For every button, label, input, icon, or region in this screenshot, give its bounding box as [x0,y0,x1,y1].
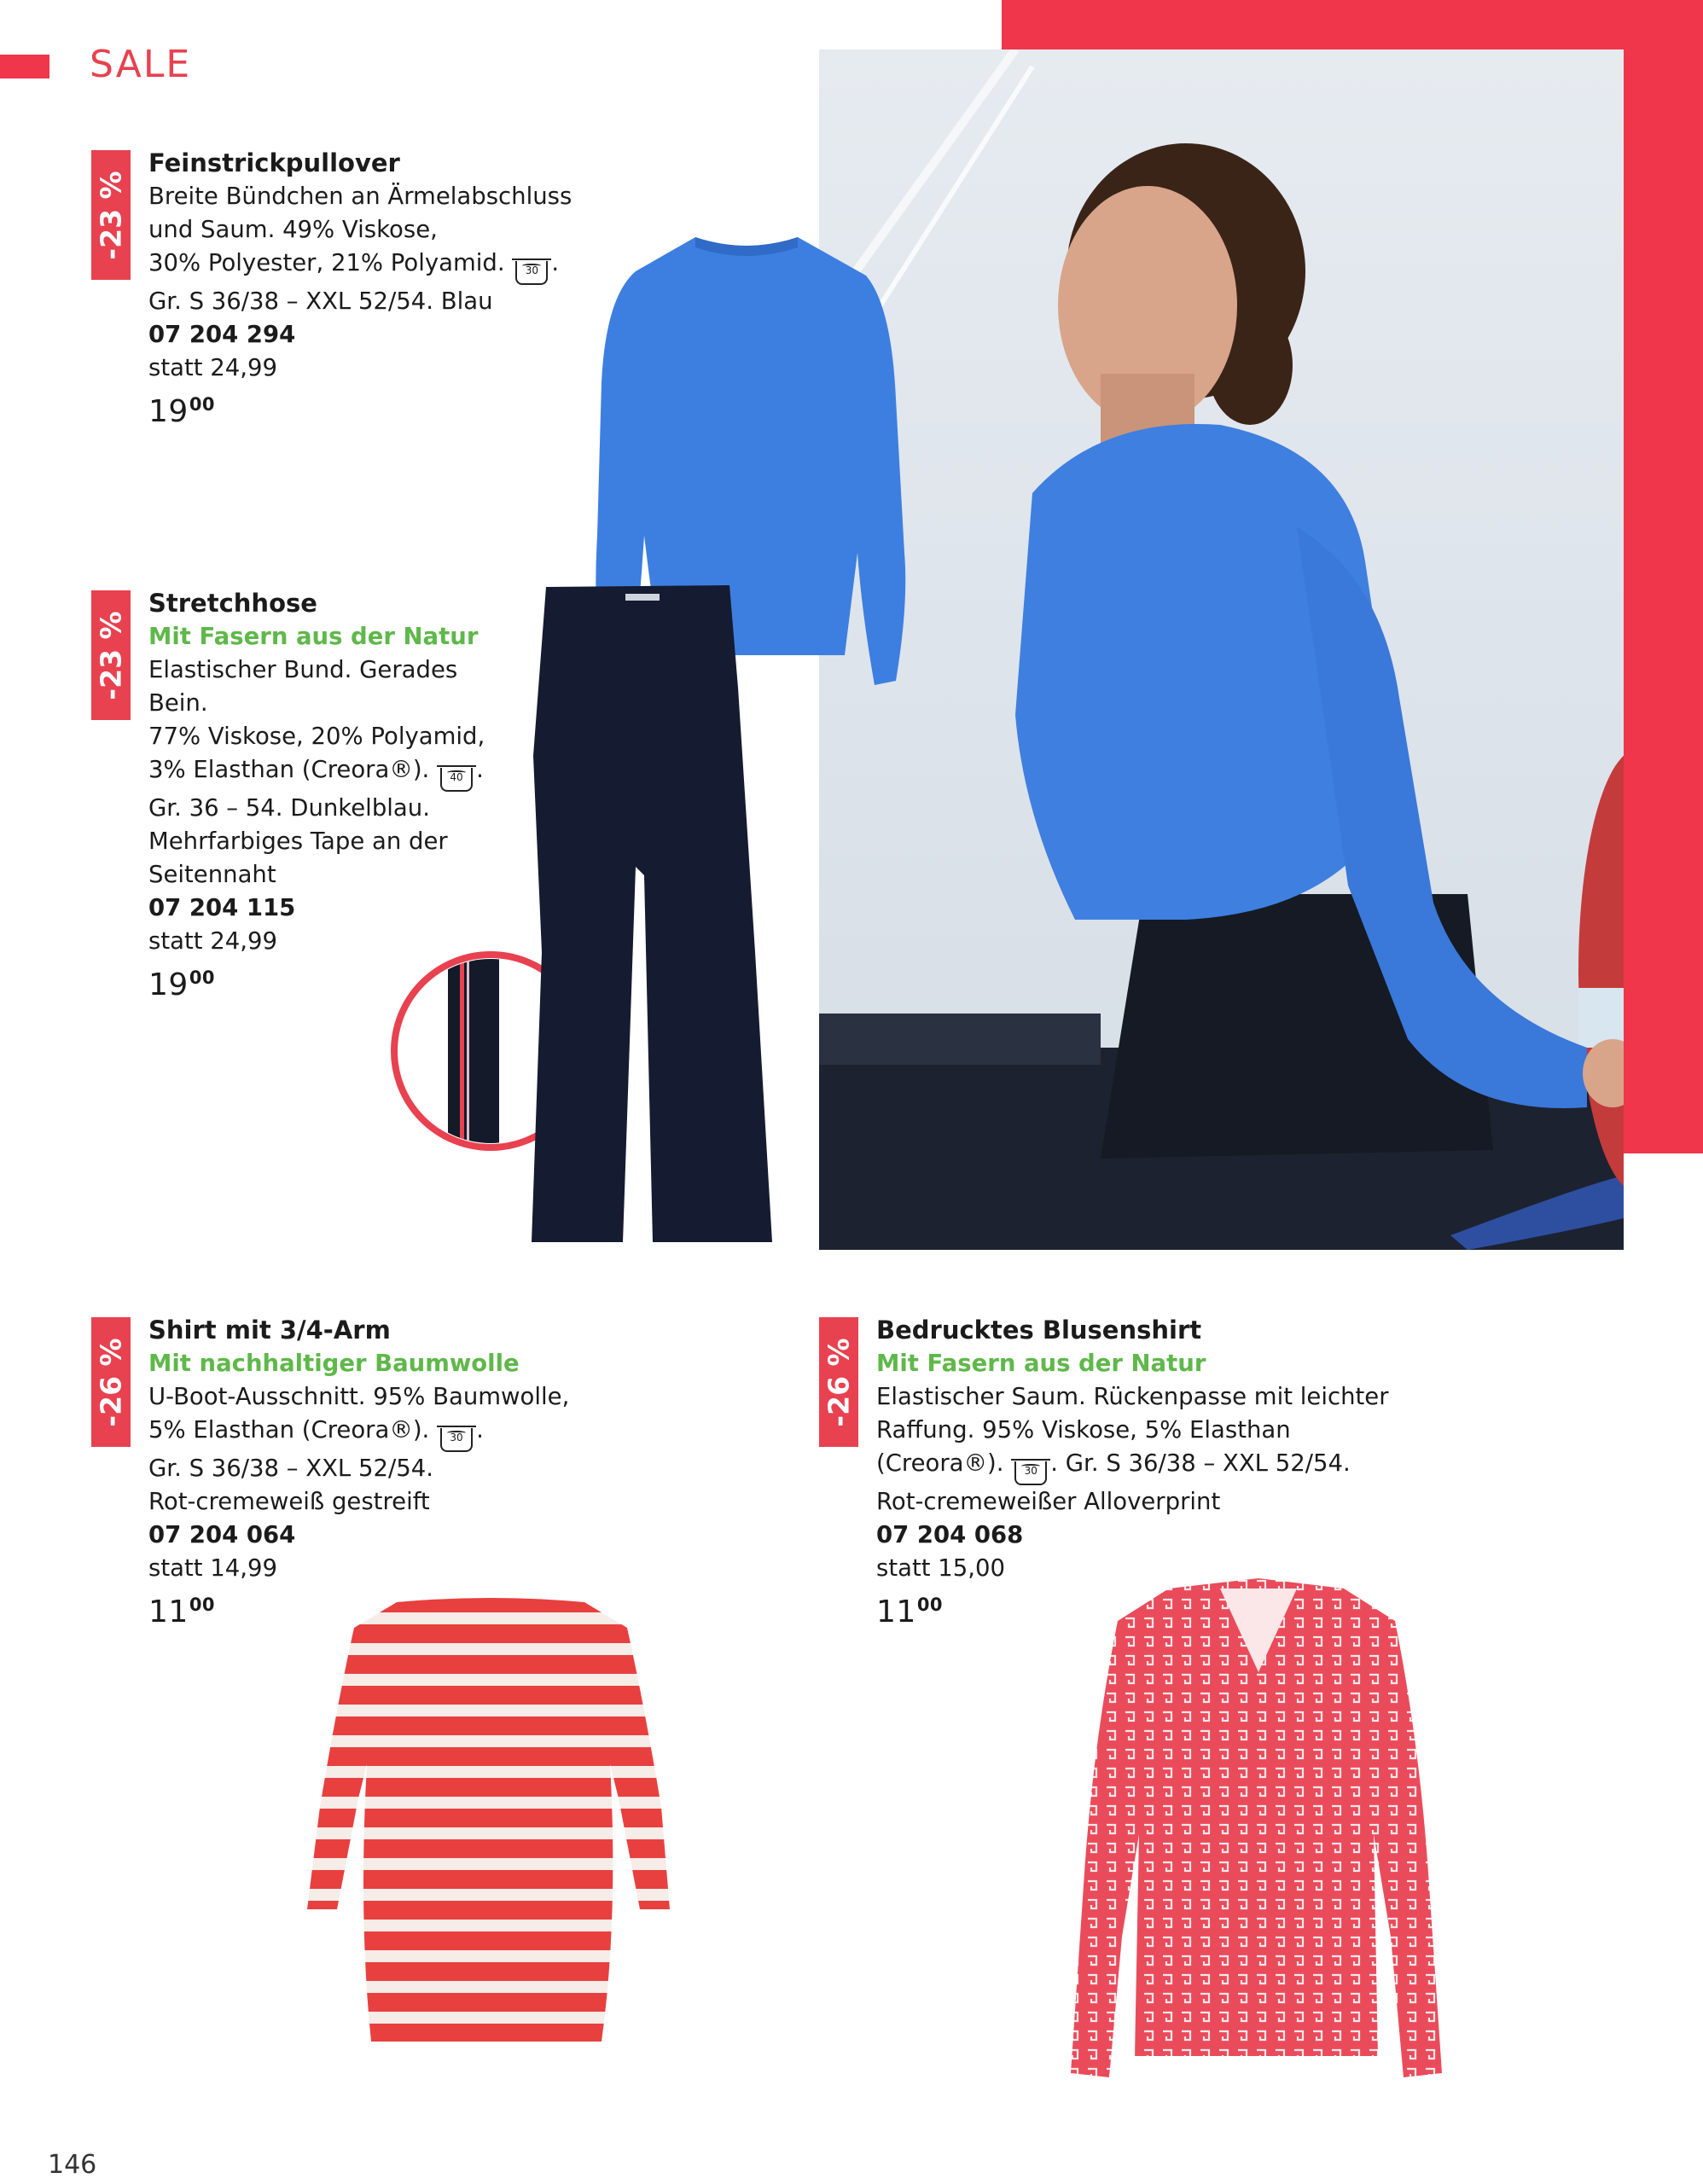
price: $19^{00}$ [148,967,216,1002]
sustainability-note: Mit Fasern aus der Natur [148,623,479,650]
product-info-shirt [148,1314,626,1631]
desc-line: U-Boot-Ausschnitt. 95% Baumwolle, [148,1383,570,1410]
price: $19^{00}$ [148,394,216,429]
desc-line: Raffung. 95% Viskose, 5% Elasthan [876,1416,1291,1443]
product-info-stretchhose [148,587,524,1004]
desc-line: 5% Elasthan (Creora®). 30 . [148,1414,626,1452]
page-number: 146 [48,2150,97,2180]
article-number: 07 204 068 [876,1521,1024,1548]
article-number: 07 204 115 [148,894,296,921]
section-title: SALE [90,43,192,86]
article-number: 07 204 294 [148,321,296,348]
desc-line: 30% Polyester, 21% Polyamid. 30 . [148,247,626,285]
wash-icon: 30 [1014,1461,1047,1485]
desc-line: Elastischer Bund. Gerades Bein. [148,656,458,717]
wash-icon: 30 [515,261,548,285]
price: $11^{00}$ [876,1594,944,1629]
striped-shirt-image [303,1594,678,2046]
model-photo [819,49,1624,1250]
model-illustration [819,49,1624,1250]
product-title: Bedrucktes Blusenshirt [876,1316,1202,1345]
desc-line: Breite Bündchen an Ärmelabschluss [148,183,573,210]
accent-bar-top [1002,0,1703,49]
desc-line: Gr. S 36/38 – XXL 52/54. [148,1455,433,1482]
discount-badge: -23 % [91,150,131,280]
discount-badge: -26 % [91,1317,131,1447]
old-price: statt 24,99 [148,354,277,381]
desc-line: 77% Viskose, 20% Polyamid, [148,723,485,750]
product-title: Stretchhose [148,589,317,618]
old-price: statt 14,99 [148,1554,277,1582]
accent-bar-side [1624,0,1703,1153]
product-title: Feinstrickpullover [148,148,400,177]
printed-blouse-image [1067,1578,1446,2082]
trousers-image [525,585,781,1246]
desc-line: Rot-cremeweiß gestreift [148,1488,430,1515]
discount-badge: -23 % [91,590,131,720]
article-number: 07 204 064 [148,1521,296,1548]
desc-line: 3% Elasthan (Creora®). 40 . [148,753,524,792]
desc-line: Gr. S 36/38 – XXL 52/54. Blau [148,288,493,315]
price: $11^{00}$ [148,1594,216,1629]
product-info-pullover [148,147,626,431]
desc-line: (Creora®). 30 . Gr. S 36/38 – XXL 52/54. [876,1447,1473,1485]
sale-marker [0,55,49,78]
desc-line: und Saum. 49% Viskose, [148,216,438,243]
desc-line: Seitennaht [148,861,276,888]
old-price: statt 24,99 [148,927,277,955]
desc-line: Mehrfarbiges Tape an der [148,828,448,855]
wash-icon: 30 [440,1428,473,1452]
discount-badge: -26 % [819,1317,858,1447]
product-title: Shirt mit 3/4-Arm [148,1316,391,1345]
desc-line: Rot-cremeweißer Alloverprint [876,1488,1221,1515]
sustainability-note: Mit Fasern aus der Natur [876,1350,1206,1377]
sustainability-note: Mit nachhaltiger Baumwolle [148,1350,520,1377]
desc-line: Elastischer Saum. Rückenpasse mit leichter [876,1383,1389,1410]
wash-icon: 40 [440,768,473,792]
desc-line: Gr. 36 – 54. Dunkelblau. [148,794,430,822]
old-price: statt 15,00 [876,1554,1005,1582]
